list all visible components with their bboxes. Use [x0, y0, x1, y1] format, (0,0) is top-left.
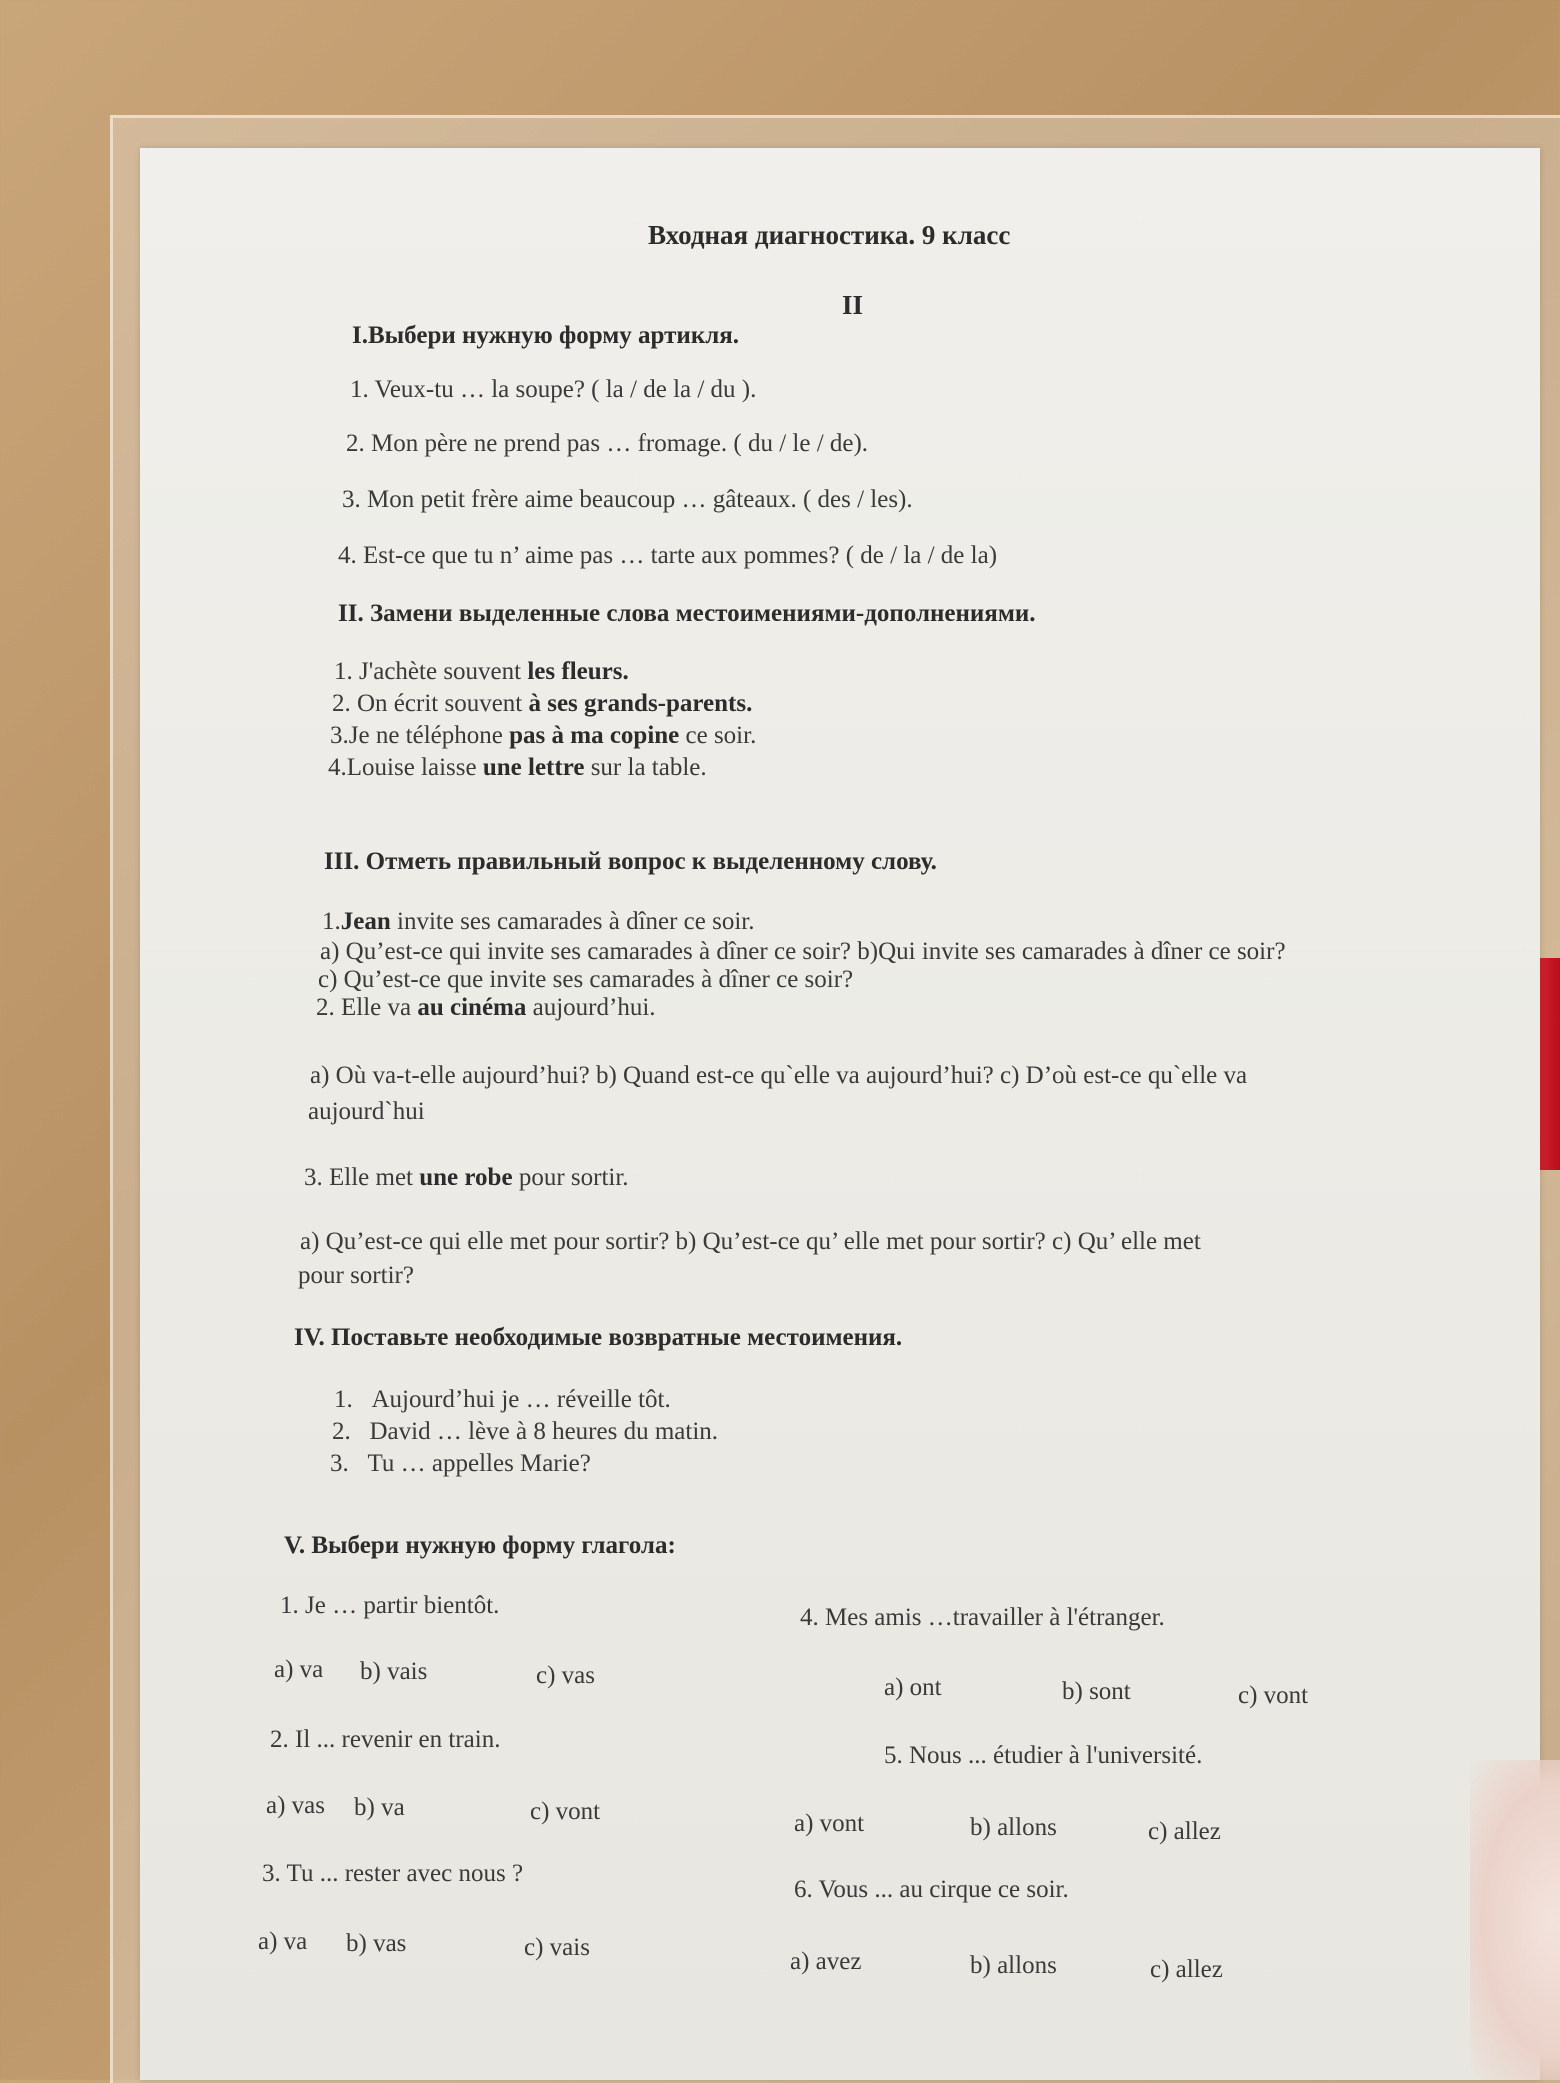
s5-q1-option-c: c) vas — [536, 1662, 595, 1689]
s5-q3-option-c: c) vais — [524, 1934, 590, 1961]
s4-item-2: 2. David … lève à 8 heures du matin. — [332, 1418, 719, 1445]
s5-q6-option-b: b) allons — [970, 1952, 1057, 1979]
s5-q2-option-c: c) vont — [530, 1798, 601, 1825]
s5-q2-option-a: a) vas — [266, 1792, 325, 1819]
s4-item-1: 1. Aujourd’hui je … réveille tôt. — [334, 1386, 671, 1413]
s3-q2-options-cont: aujourd`hui — [308, 1098, 425, 1125]
s4-item-3: 3. Tu … appelles Marie? — [330, 1450, 591, 1477]
section-5-heading: V. Выбери нужную форму глагола: — [284, 1532, 676, 1559]
s3-q2-options: a) Où va-t-elle aujourd’hui? b) Quand est-ce qu`elle va aujourd’hui? c) D’où est-ce qu`elle va — [310, 1062, 1248, 1089]
s3-q1-options-ab: a) Qu’est-ce qui invite ses camarades à dîner ce soir? b)Qui invite ses camarades à dîner ce soir? — [320, 938, 1286, 965]
s5-q6-option-c: c) allez — [1150, 1956, 1223, 1983]
s5-q1-option-b: b) vais — [360, 1658, 428, 1685]
page-title: Входная диагностика. 9 класс — [648, 220, 1011, 250]
s1-item-4: 4. Est-ce que tu n’ aime pas … tarte aux pommes? ( de / la / de la) — [338, 542, 998, 569]
s2-item-1: 1. J'achète souvent les fleurs. — [334, 658, 629, 685]
s1-item-1: 1. Veux-tu … la soupe? ( la / de la / du ). — [350, 376, 757, 403]
s5-question-5: 5. Nous ... étudier à l'université. — [884, 1742, 1203, 1769]
s3-question-1: 1.Jean invite ses camarades à dîner ce soir. — [322, 908, 755, 935]
worksheet-paper — [140, 148, 1540, 2080]
s5-question-4: 4. Mes amis …travailler à l'étranger. — [800, 1604, 1165, 1631]
s3-q1-option-c: c) Qu’est-ce que invite ses camarades à dîner ce soir? — [318, 966, 854, 993]
section-3-heading: III. Отметь правильный вопрос к выделенному слову. — [324, 848, 937, 875]
s5-q5-option-c: c) allez — [1148, 1818, 1221, 1845]
s5-q3-option-b: b) vas — [346, 1930, 407, 1957]
s3-question-2: 2. Elle va au cinéma aujourd’hui. — [316, 994, 656, 1021]
s3-q3-options: a) Qu’est-ce qui elle met pour sortir? b) Qu’est-ce qu’ elle met pour sortir? c) Qu’ elle met — [300, 1228, 1201, 1255]
s5-q4-option-c: c) vont — [1238, 1682, 1309, 1709]
s5-question-2: 2. Il ... revenir en train. — [270, 1726, 501, 1753]
section-2-heading: II. Замени выделенные слова местоимениями-дополнениями. — [338, 600, 1036, 627]
variant-label: II — [842, 290, 864, 320]
s5-q6-option-a: a) avez — [790, 1948, 862, 1975]
s5-q2-option-b: b) va — [354, 1794, 405, 1821]
s1-item-3: 3. Mon petit frère aime beaucoup … gâteaux. ( des / les). — [342, 486, 913, 513]
s5-q5-option-a: a) vont — [794, 1810, 865, 1837]
s3-question-3: 3. Elle met une robe pour sortir. — [304, 1164, 629, 1191]
s5-q1-option-a: a) va — [274, 1656, 324, 1683]
s2-item-2: 2. On écrit souvent à ses grands-parents. — [332, 690, 753, 717]
s5-q5-option-b: b) allons — [970, 1814, 1057, 1841]
s5-q3-option-a: a) va — [258, 1928, 308, 1955]
s5-question-3: 3. Tu ... rester avec nous ? — [262, 1860, 524, 1887]
s5-question-6: 6. Vous ... au cirque ce soir. — [794, 1876, 1069, 1903]
s1-item-2: 2. Mon père ne prend pas … fromage. ( du / le / de). — [346, 430, 869, 457]
section-1-heading: I.Выбери нужную форму артикля. — [352, 322, 740, 349]
section-4-heading: IV. Поставьте необходимые возвратные местоимения. — [294, 1324, 903, 1351]
s2-item-3: 3.Je ne téléphone pas à ma copine ce soir. — [330, 722, 757, 749]
s3-q3-options-cont: pour sortir? — [298, 1262, 414, 1289]
s5-q4-option-a: a) ont — [884, 1674, 942, 1701]
thumb-finger — [1470, 1760, 1560, 2080]
s5-question-1: 1. Je … partir bientôt. — [280, 1592, 500, 1619]
s5-q4-option-b: b) sont — [1062, 1678, 1131, 1705]
s2-item-4: 4.Louise laisse une lettre sur la table. — [328, 754, 707, 781]
